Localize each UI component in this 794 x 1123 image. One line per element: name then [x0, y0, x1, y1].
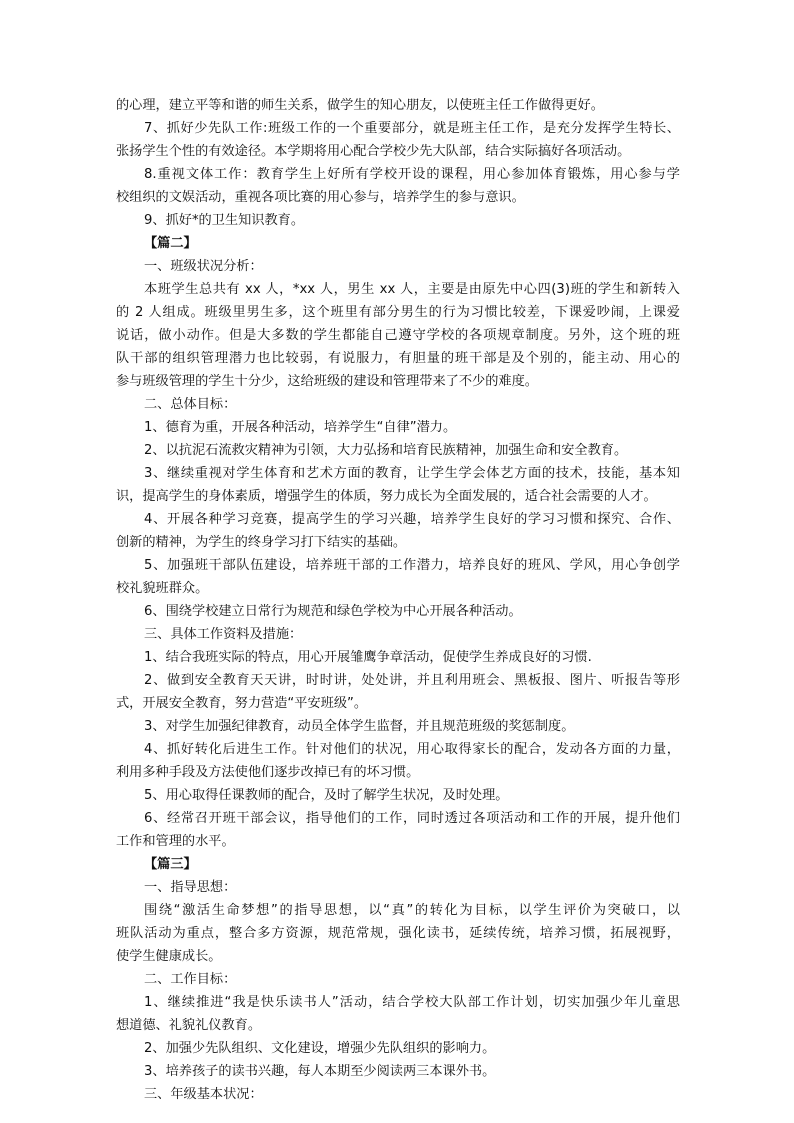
text-line: 工作和管理的水平。 [116, 834, 235, 849]
section-heading: 【篇三】 [144, 857, 197, 872]
text-line: 参与班级管理的学生十分少，这给班级的建设和管理带来了不少的难度。 [116, 374, 538, 389]
text-line: 1、结合我班实际的特点，用心开展雏鹰争章活动，促使学生养成良好的习惯. [144, 650, 592, 665]
text-line: 1、德育为重，开展各种活动，培养学生“自律”潜力。 [144, 420, 457, 435]
text-line: 6、围绕学校建立日常行为规范和绿色学校为中心开展各种活动。 [144, 604, 522, 619]
text-line: 8.重视文体工作：教育学生上好所有学校开设的课程，用心参加体育锻炼，用心参与学 [144, 167, 680, 182]
text-line: 4、抓好转化后进生工作。针对他们的状况，用心取得家长的配合，发动各方面的力量， [144, 742, 680, 757]
text-line: 4、开展各种学习竞赛，提高学生的学习兴趣，培养学生良好的学习习惯和探究、合作、 [144, 512, 680, 527]
text-line: 6、经常召开班干部会议，指导他们的工作，同时透过各项活动和工作的开展，提升他们 [144, 811, 680, 826]
text-line: 校礼貌班群众。 [116, 581, 209, 596]
text-line: 3、继续重视对学生体育和艺术方面的教育，让学生学会体艺方面的技术，技能，基本知 [144, 466, 680, 481]
text-line: 队干部的组织管理潜力也比较弱，有说服力，有胆量的班干部是及个别的，能主动、用心的 [116, 351, 680, 366]
text-line: 5、用心取得任课教师的配合，及时了解学生状况，及时处理。 [144, 788, 509, 803]
section-heading: 【篇二】 [144, 236, 197, 251]
text-line: 2、加强少先队组织、文化建设，增强少先队组织的影响力。 [144, 1041, 496, 1056]
text-line: 的心理，建立平等和谐的师生关系，做学生的知心朋友，以使班主任工作做得更好。 [116, 98, 604, 113]
text-line: 二、总体目标： [144, 397, 237, 412]
text-line: 5、加强班干部队伍建设，培养班干部的工作潜力，培养良好的班风、学风，用心争创学 [144, 558, 680, 573]
text-line: 1、继续推进“我是快乐读书人”活动，结合学校大队部工作计划，切实加强少年儿童思 [144, 995, 680, 1010]
text-line: 张扬学生个性的有效途径。本学期将用心配合学校少先大队部，结合实际搞好各项活动。 [116, 144, 631, 159]
text-line: 一、班级状况分析： [144, 259, 263, 274]
text-line: 班队活动为重点，整合多方资源，规范常规，强化读书，延续传统，培养习惯，拓展视野， [116, 926, 680, 941]
text-line: 围绕“激活生命梦想”的指导思想，以“真”的转化为目标，以学生评价为突破口，以 [144, 903, 680, 918]
text-line: 3、培养孩子的读书兴趣，每人本期至少阅读两三本课外书。 [144, 1064, 496, 1079]
text-line: 9、抓好*的卫生知识教育。 [144, 213, 305, 228]
text-line: 识，提高学生的身体素质，增强学生的体质，努力成长为全面发展的，适合社会需要的人才。 [116, 489, 657, 504]
text-line: 利用多种手段及方法使他们逐步改掉已有的坏习惯。 [116, 765, 420, 780]
text-line: 二、工作目标： [144, 972, 237, 987]
text-line: 三、具体工作资料及措施： [144, 627, 303, 642]
text-line: 本班学生总共有 xx 人，*xx 人，男生 xx 人，主要是由原先中心四(3)班的学生和新转入 [144, 282, 680, 297]
text-line: 式，开展安全教育，努力营造“平安班级”。 [116, 696, 368, 711]
text-line: 校组织的文娱活动，重视各项比赛的用心参与，培养学生的参与意识。 [116, 190, 525, 205]
text-line: 想道德、礼貌礼仪教育。 [116, 1018, 262, 1033]
text-line: 3、对学生加强纪律教育，动员全体学生监督，并且规范班级的奖惩制度。 [144, 719, 575, 734]
text-line: 一、指导思想： [144, 880, 237, 895]
text-line: 使学生健康成长。 [116, 949, 222, 964]
text-line: 三、年级基本状况： [144, 1087, 263, 1102]
text-line: 2、以抗泥石流救灾精神为引领，大力弘扬和培育民族精神，加强生命和安全教育。 [144, 443, 628, 458]
text-line: 7、抓好少先队工作:班级工作的一个重要部分，就是班主任工作，是充分发挥学生特长、 [144, 121, 680, 136]
text-line: 的 2 人组成。班级里男生多，这个班里有部分男生的行为习惯比较差，下课爱吵闹，上课爱 [116, 305, 680, 320]
text-line: 2、做到安全教育天天讲，时时讲，处处讲，并且利用班会、黑板报、图片、听报告等形 [144, 673, 680, 688]
text-line: 说话，做小动作。但是大多数的学生都能自己遵守学校的各项规章制度。另外，这个班的班 [116, 328, 680, 343]
text-line: 创新的精神，为学生的终身学习打下结实的基础。 [116, 535, 407, 550]
document-page [116, 94, 680, 1106]
